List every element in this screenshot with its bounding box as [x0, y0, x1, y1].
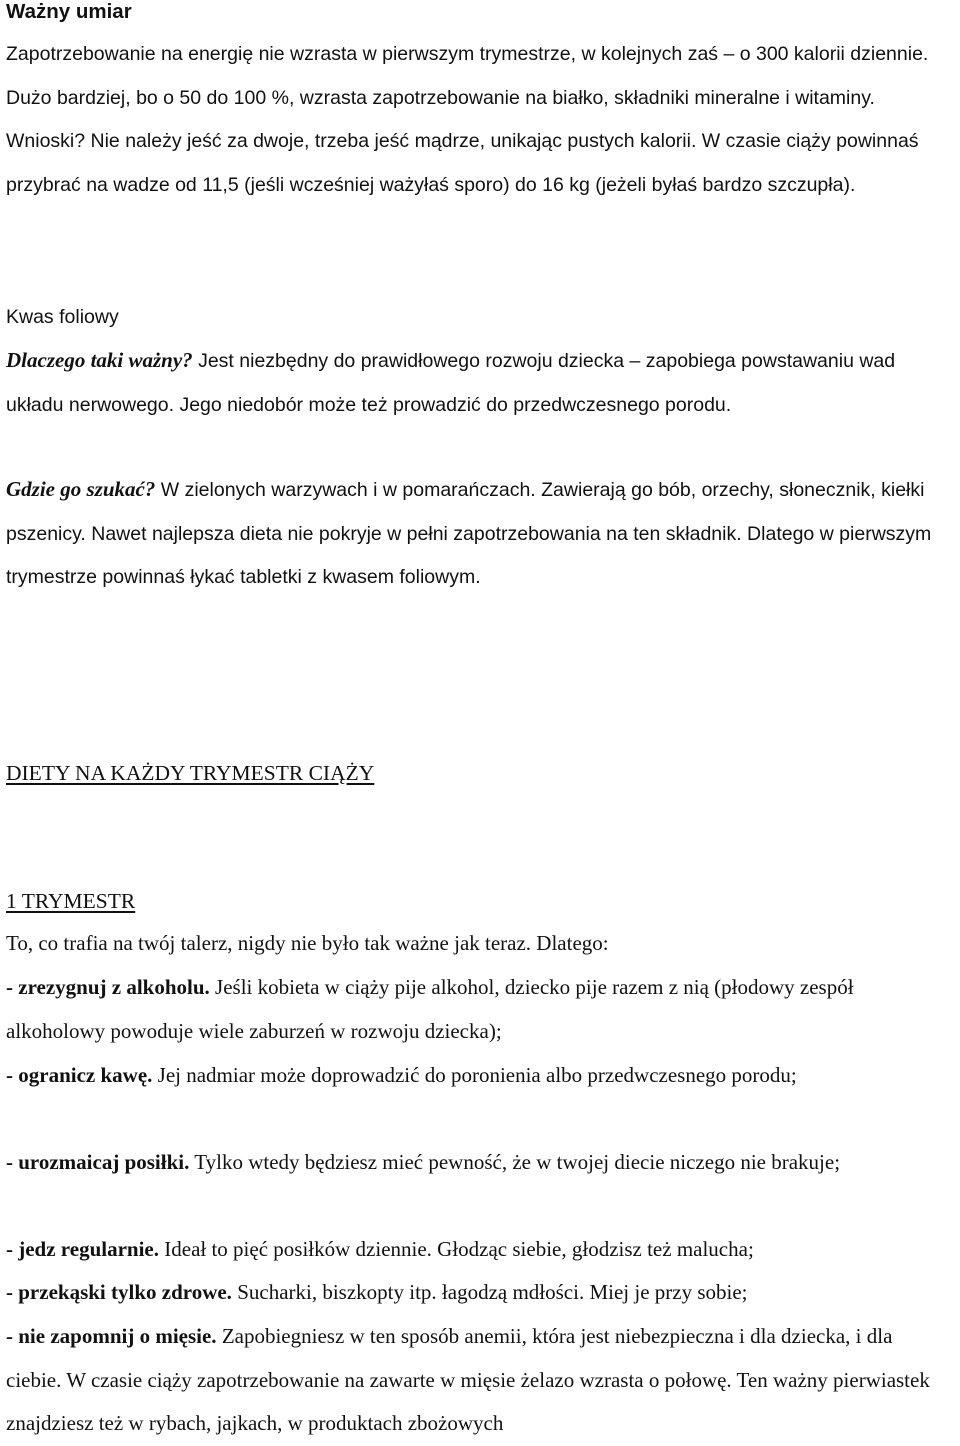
section-heading-wazny-umiar: Ważny umiar	[6, 0, 132, 23]
question-label-dlaczego: Dlaczego taki ważny?	[6, 348, 193, 372]
question-label-gdzie: Gdzie go szukać?	[6, 477, 156, 501]
list-item-text: Jeśli kobieta w ciąży pije alkohol, dziecko pije razem z nią (płodowy zespół alkoholowy powoduje wiele zaburzeń w rozwoju dziecka);	[6, 975, 854, 1043]
paragraph-gdzie	[6, 468, 951, 600]
list-item-alkohol	[6, 966, 954, 1053]
list-item-posilki	[6, 1141, 946, 1185]
list-item-label: - nie zapomnij o mięsie.	[6, 1324, 217, 1348]
answer-text-dlaczego: Jest niezbędny do prawidłowego rozwoju dziecka – zapobiega powstawaniu wad układu nerwowego. Jego niedobór może też prowadzić do przedwczesnego porodu.	[6, 350, 896, 416]
list-item-label: - urozmaicaj posiłki.	[6, 1150, 190, 1174]
list-item-text: Sucharki, biszkopty itp. łagodzą mdłości. Miej je przy sobie;	[231, 1280, 748, 1304]
list-item-kawa	[6, 1054, 960, 1098]
heading-underlined: 1 TRYMESTR	[6, 889, 136, 913]
list-item-label: - zrezygnuj z alkoholu.	[6, 975, 210, 999]
title-underlined: DIETY NA KAŻDY TRYMESTR CIĄŻY	[6, 761, 375, 785]
list-item-label: - ogranicz kawę.	[6, 1063, 153, 1087]
section-heading-1-trymestr	[6, 880, 956, 924]
list-item-regularnie	[6, 1228, 956, 1272]
list-item-mieso	[6, 1315, 951, 1446]
document-title-diety	[6, 752, 956, 796]
list-item-label: - jedz regularnie.	[6, 1237, 159, 1261]
answer-text-gdzie: W zielonych warzywach i w pomarańczach. Zawierają go bób, orzechy, słonecznik, kiełki pszenicy. Nawet najlepsza dieta nie pokryje w pełni zapotrzebowania na ten składnik. Dlatego w pierwszym trymestrze powinnaś łykać tabletki z kwasem foliowym.	[6, 479, 932, 588]
list-item-text: Zapobiegniesz w ten sposób anemii, która jest niebezpieczna i dla dziecka, i dla ciebie. W czasie ciąży zapotrzebowanie na zawarte w mięsie żelazo wzrasta o połowę. Ten ważny pierwiastek znajdziesz też w rybach, jajkach, w produktach zbożowych	[6, 1324, 930, 1435]
intro-paragraph: To, co trafia na twój talerz, nigdy nie było tak ważne jak teraz. Dlatego:	[6, 931, 609, 955]
list-item-text: Tylko wtedy będziesz mieć pewność, że w twojej diecie niczego nie brakuje;	[189, 1150, 841, 1174]
list-item-label: - przekąski tylko zdrowe.	[6, 1280, 232, 1304]
list-item-przekaski	[6, 1271, 956, 1315]
list-item-text: Jej nadmiar może doprowadzić do poronienia albo przedwczesnego porodu;	[152, 1063, 797, 1087]
paragraph-dlaczego	[6, 339, 951, 427]
section-heading-kwas-foliowy: Kwas foliowy	[6, 306, 119, 328]
list-item-text: Ideał to pięć posiłków dziennie. Głodząc siebie, głodzisz też malucha;	[159, 1237, 754, 1261]
paragraph-wazny-umiar: Zapotrzebowanie na energię nie wzrasta w pierwszym trymestrze, w kolejnych zaś – o 300 kalorii dziennie. Dużo bardziej, bo o 50 do 100 %, wzrasta zapotrzebowanie na białko, składniki mineralne i witaminy. Wnioski? Nie należy jeść za dwoje, trzeba jeść mądrze, unikając pustych kalorii. W czasie ciąży powinnaś przybrać na wadze od 11,5 (jeśli wcześniej ważyłaś sporo) do 16 kg (jeżeli byłaś bardzo szczupła).	[6, 43, 929, 196]
